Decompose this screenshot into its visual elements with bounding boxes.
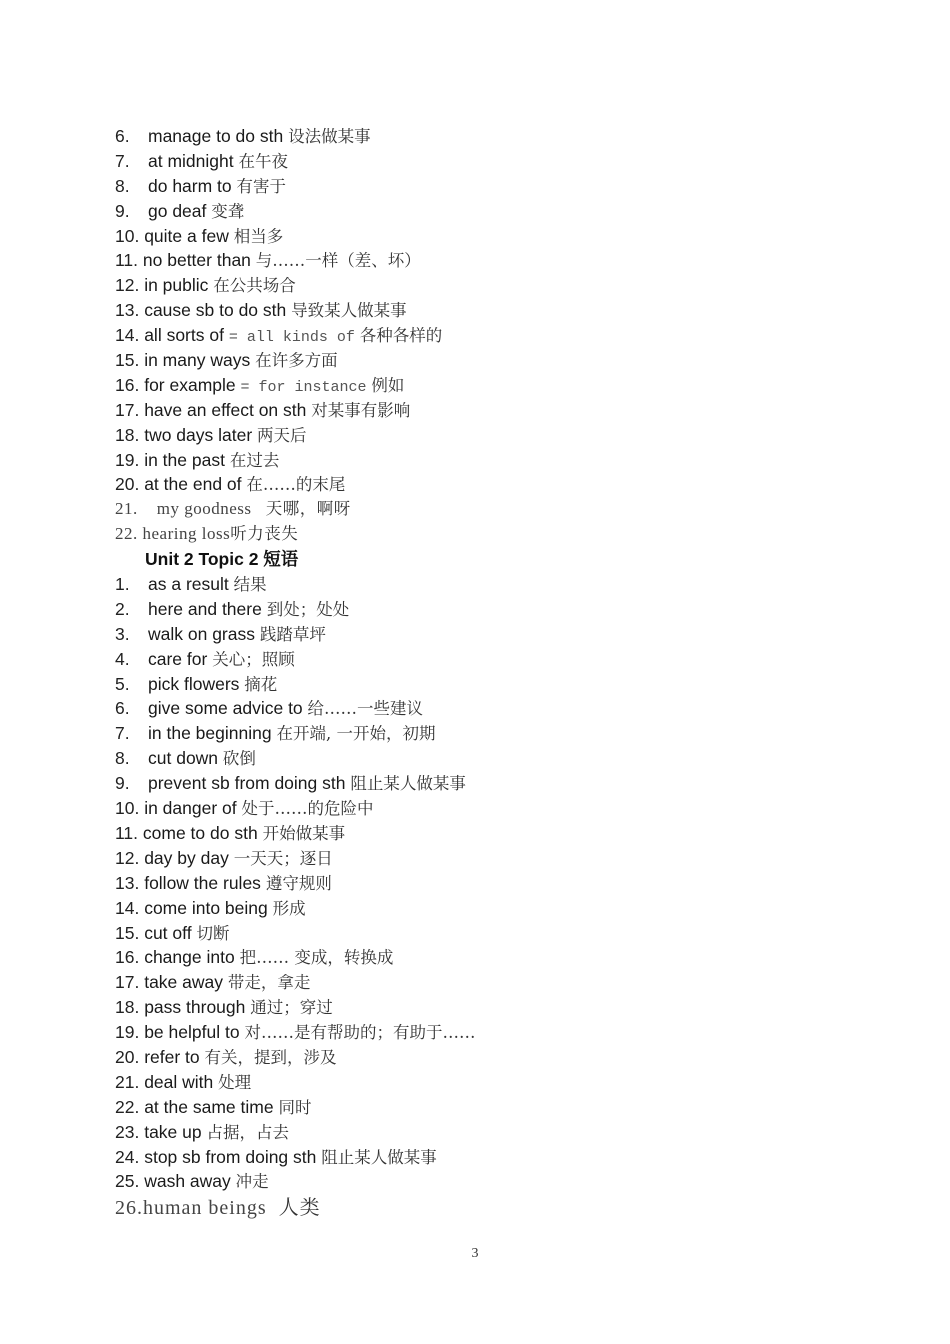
item-number: 10. (115, 225, 140, 246)
item-english: in the past (144, 449, 225, 470)
item-chinese: 在公共场合 (213, 276, 296, 296)
item-number: 8. (115, 748, 130, 769)
item-chinese: 形成 (272, 898, 306, 918)
item-english: in many ways (144, 350, 251, 371)
item-english: come to do sth (142, 822, 258, 843)
item-english: deal with (144, 1071, 214, 1092)
item-chinese: 对……是有帮助的；有助于…… (244, 1023, 476, 1043)
item-number: 14. (115, 897, 140, 918)
item-synonym: = all kinds of (228, 329, 355, 347)
item-number: 22. (115, 524, 138, 544)
list-item (115, 224, 895, 249)
item-english: pass through (144, 997, 246, 1018)
item-english: prevent sb from doing sth (148, 773, 346, 794)
item-number: 6. (115, 698, 130, 719)
item-number: 15. (115, 350, 140, 371)
page-number: 3 (471, 1246, 479, 1261)
item-english: hearing loss (142, 524, 231, 544)
list-item (115, 423, 895, 448)
list-item (115, 1120, 895, 1145)
item-chinese: 在开端, 一开始，初期 (276, 724, 436, 744)
list-item (115, 174, 895, 199)
list-item-26 (115, 1194, 895, 1220)
item-english: at the same time (144, 1096, 274, 1117)
item-chinese: 通过；穿过 (250, 998, 333, 1018)
item-number: 15. (115, 922, 140, 943)
item-english: pick flowers (148, 673, 240, 694)
list-item (115, 472, 895, 497)
list-item (115, 1095, 895, 1120)
list-item (115, 323, 895, 348)
list-item-21 (115, 497, 895, 522)
item-chinese: 在过去 (229, 450, 280, 470)
list-item (115, 771, 895, 796)
item-chinese: 结果 (233, 575, 267, 595)
list-item (115, 398, 895, 423)
item-english: two days later (144, 424, 253, 445)
item-chinese: 在午夜 (238, 151, 288, 171)
item-number: 16. (115, 947, 140, 968)
list-item (115, 746, 895, 771)
item-number: 13. (115, 872, 140, 893)
item-english: give some advice to (148, 698, 303, 719)
item-chinese: 切断 (196, 923, 230, 943)
item-chinese: 设法做某事 (288, 127, 371, 146)
item-chinese: 天哪，啊呀 (265, 499, 351, 519)
item-english: in danger of (144, 798, 237, 819)
item-chinese: 处理 (218, 1072, 252, 1092)
item-number: 22. (115, 1096, 140, 1117)
item-number: 2. (115, 598, 130, 619)
item-english: cut down (148, 748, 219, 769)
item-chinese: 一天天；逐日 (233, 848, 333, 868)
item-number: 19. (115, 449, 140, 470)
item-number: 20. (115, 474, 140, 495)
list-item (115, 597, 895, 622)
list-item (115, 373, 895, 398)
list-item (115, 871, 895, 896)
item-number: 21. (115, 1071, 140, 1092)
list-item (115, 1045, 895, 1070)
item-number: 1. (115, 574, 130, 595)
item-english: all sorts of (144, 325, 224, 346)
item-number: 4. (115, 648, 130, 669)
item-number: 11. (115, 250, 139, 271)
item-number: 11. (115, 822, 139, 843)
item-chinese: 与……一样（差、坏） (255, 251, 421, 271)
item-english: walk on grass (148, 623, 255, 644)
item-chinese: 关心；照顾 (212, 649, 295, 669)
list-item (115, 970, 895, 995)
item-english: at the end of (144, 474, 242, 495)
item-english: my goodness (156, 499, 252, 519)
item-number: 7. (115, 150, 130, 171)
item-number: 10. (115, 798, 140, 819)
item-chinese: 带走，拿走 (227, 973, 311, 993)
item-number: 26. (115, 1197, 143, 1220)
item-number: 14. (115, 325, 140, 346)
item-chinese: 占据，占去 (206, 1122, 289, 1142)
list-item (115, 622, 895, 647)
item-chinese: 阻止某人做某事 (321, 1147, 437, 1167)
item-english: in the beginning (148, 723, 272, 744)
item-number: 12. (115, 275, 140, 296)
item-number: 8. (115, 175, 130, 196)
item-number: 24. (115, 1146, 140, 1167)
item-english: as a result (148, 574, 229, 595)
item-english: take away (144, 972, 223, 993)
list-item (115, 448, 895, 473)
item-number: 19. (115, 1022, 140, 1043)
item-number: 6. (115, 126, 130, 146)
item-number: 25. (115, 1171, 140, 1192)
item-english: in public (144, 275, 209, 296)
section-heading: Unit 2 Topic 2 短语 (145, 549, 299, 570)
item-chinese: 例如 (371, 375, 405, 395)
item-chinese: 把…… 变成，转换成 (239, 948, 394, 968)
item-english: human beings (143, 1197, 267, 1220)
item-chinese: 践踏草坪 (259, 624, 326, 644)
item-english: have an effect on sth (144, 399, 307, 420)
item-synonym: = for instance (240, 378, 367, 396)
list-item (115, 572, 895, 597)
item-number: 3. (115, 623, 130, 644)
item-number: 9. (115, 200, 130, 221)
item-chinese: 变聋 (211, 201, 245, 221)
item-chinese: 给……一些建议 (307, 699, 424, 719)
item-chinese: 摘花 (244, 674, 278, 694)
item-english: manage to do sth (148, 126, 284, 146)
item-english: follow the rules (144, 872, 261, 893)
list-item (115, 273, 895, 298)
list-item (115, 672, 895, 697)
list-item-22 (115, 522, 895, 547)
list-item (115, 721, 895, 746)
phrase-list (115, 124, 895, 1220)
item-english: be helpful to (144, 1022, 240, 1043)
item-chinese: 听力丧失 (230, 524, 299, 544)
item-chinese: 人类 (278, 1195, 321, 1220)
item-number: 23. (115, 1121, 140, 1142)
item-number: 21. (115, 499, 138, 519)
list-item (115, 348, 895, 373)
item-number: 17. (115, 972, 140, 993)
item-english: wash away (144, 1171, 231, 1192)
list-item (115, 696, 895, 721)
item-chinese: 冲走 (235, 1172, 269, 1192)
list-item (115, 149, 895, 174)
item-chinese: 处于……的危险中 (241, 799, 374, 819)
list-item (115, 896, 895, 921)
item-english: change into (144, 947, 235, 968)
item-chinese: 阻止某人做某事 (350, 774, 466, 794)
list-item (115, 1070, 895, 1095)
item-english: take up (144, 1121, 202, 1142)
list-item (115, 124, 895, 149)
item-number: 12. (115, 847, 140, 868)
item-chinese: 开始做某事 (262, 823, 346, 843)
list-item (115, 199, 895, 224)
item-english: for example (144, 374, 236, 395)
list-item (115, 821, 895, 846)
item-number: 5. (115, 673, 130, 694)
list-item (115, 1145, 895, 1170)
item-chinese: 在……的末尾 (246, 475, 346, 495)
item-chinese: 在许多方面 (255, 351, 338, 371)
item-chinese: 两天后 (257, 425, 307, 445)
item-english: at midnight (148, 150, 234, 171)
item-english: do harm to (148, 175, 232, 196)
item-number: 16. (115, 374, 140, 395)
item-chinese: 各种各样的 (359, 326, 443, 346)
item-english: refer to (144, 1046, 200, 1067)
item-english: care for (148, 648, 208, 669)
item-chinese: 到处；处处 (266, 599, 350, 619)
item-english: come into being (144, 897, 268, 918)
item-number: 20. (115, 1046, 140, 1067)
item-chinese: 对某事有影响 (311, 400, 411, 420)
list-item (115, 995, 895, 1020)
item-number: 7. (115, 723, 130, 744)
item-chinese: 砍倒 (222, 749, 256, 769)
item-chinese: 相当多 (233, 226, 284, 246)
item-english: no better than (142, 250, 251, 271)
unit2-topic2-phrases (115, 572, 895, 1194)
item-chinese: 导致某人做某事 (291, 301, 407, 321)
item-english: cut off (144, 922, 192, 943)
item-english: day by day (144, 847, 229, 868)
list-item (115, 846, 895, 871)
unit2-topic1-phrases (115, 124, 895, 497)
list-item (115, 248, 895, 273)
item-chinese: 有关，提到，涉及 (204, 1047, 337, 1067)
item-english: cause sb to do sth (144, 300, 287, 321)
list-item (115, 921, 895, 946)
item-english: stop sb from doing sth (144, 1146, 317, 1167)
item-english: here and there (148, 598, 262, 619)
list-item (115, 945, 895, 970)
item-english: quite a few (144, 225, 229, 246)
list-item (115, 1169, 895, 1194)
item-number: 9. (115, 773, 130, 794)
item-number: 17. (115, 399, 140, 420)
list-item (115, 298, 895, 323)
list-item (115, 796, 895, 821)
list-item (115, 1020, 895, 1045)
item-chinese: 遵守规则 (265, 873, 332, 893)
item-english: go deaf (148, 200, 207, 221)
item-chinese: 同时 (278, 1097, 312, 1117)
item-chinese: 有害于 (236, 176, 287, 196)
item-number: 13. (115, 300, 140, 321)
item-number: 18. (115, 424, 140, 445)
item-number: 18. (115, 997, 140, 1018)
list-item (115, 647, 895, 672)
